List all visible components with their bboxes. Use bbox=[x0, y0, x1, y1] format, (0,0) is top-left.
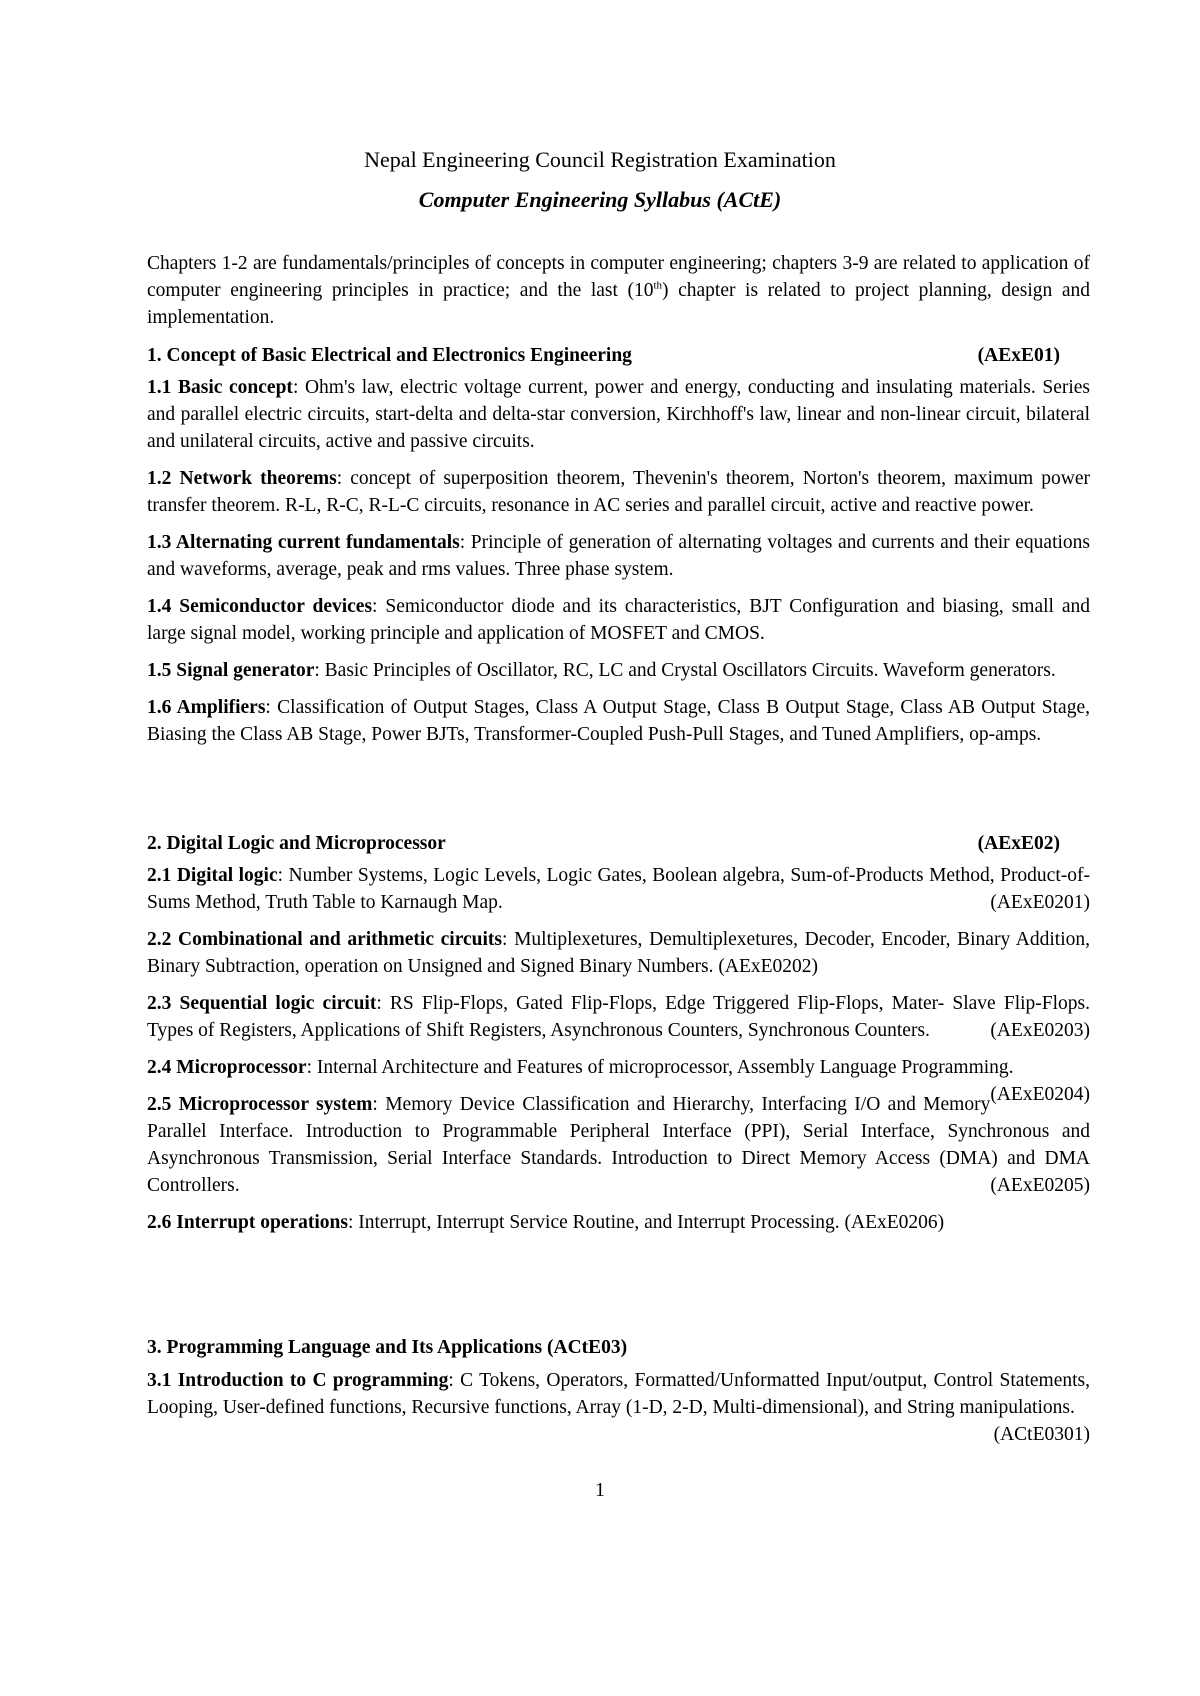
section-code: (AExE0204) bbox=[990, 1084, 1090, 1105]
intro-superscript: th bbox=[653, 279, 663, 292]
section-text: : Classification of Output Stages, Class A Output Stage, Class B Output Stage, Class AB Output Stage, Biasing the Class AB Stage, Power BJTs, Transformer-Coupled Push-Pull Stages, and Tuned Amplifiers, op-amps. bbox=[147, 697, 1090, 745]
chapter-title: 3. Programming Language and Its Applications (ACtE03) bbox=[147, 1337, 628, 1358]
section-lead: 2.2 Combinational and arithmetic circuits bbox=[147, 929, 503, 950]
section-code: (AExE0205) bbox=[990, 1175, 1090, 1196]
section-text: : RS Flip-Flops, Gated Flip-Flops, Edge Triggered Flip-Flops, Mater- Slave Flip-Flops. Types of Registers, Applications of Shift Registers, Asynchronous Counters, Synchronous Counters. bbox=[147, 993, 1090, 1041]
section-lead: 2.5 Microprocessor system bbox=[147, 1094, 373, 1115]
section-lead: 1.2 Network theorems bbox=[147, 468, 337, 489]
section-text: : Number Systems, Logic Levels, Logic Gates, Boolean algebra, Sum-of-Products Method, Product-of-Sums Method, Truth Table to Karnaugh Map. bbox=[147, 865, 1090, 913]
intro-text-part1: Chapters 1-2 are fundamentals/principles of concepts in computer engineering; chapters 3-9 are related to application of computer engineering principles in practice; and the last (10 bbox=[147, 253, 1090, 301]
section-1-2 bbox=[147, 465, 1090, 519]
section-1-4 bbox=[147, 593, 1090, 647]
section-code: (AExE0201) bbox=[990, 892, 1090, 913]
section-code: (AExE0202) bbox=[718, 956, 819, 977]
section-1-1 bbox=[147, 374, 1090, 455]
section-3-1 bbox=[147, 1367, 1090, 1445]
section-text: : Basic Principles of Oscillator, RC, LC and Crystal Oscillators Circuits. Waveform generators. bbox=[314, 660, 1056, 681]
section-text: : Memory Device Classification and Hierarchy, Interfacing I/O and Memory Parallel Interface. Introduction to Programmable Peripheral Interface (PPI), Serial Interface, Synchronous and Asynchronous Transmission, Serial Interface Standards. Introduction to Direct Memory Access (DMA) and DMA Controllers. bbox=[147, 1094, 1090, 1196]
section-lead: 1.6 Amplifiers bbox=[147, 697, 266, 718]
section-code: (AExE0203) bbox=[990, 1020, 1090, 1041]
section-1-3 bbox=[147, 529, 1090, 583]
section-2-1 bbox=[147, 862, 1090, 916]
chapter-title: 1. Concept of Basic Electrical and Electronics Engineering bbox=[147, 345, 632, 366]
intro-text-part2: ) chapter is related to project planning, design and implementation. bbox=[147, 280, 1090, 328]
section-1-5 bbox=[147, 657, 1090, 684]
chapter-3-sections bbox=[147, 1367, 1090, 1448]
section-lead: 2.1 Digital logic bbox=[147, 865, 278, 886]
section-2-3 bbox=[147, 990, 1090, 1044]
chapter-code: (AExE02) bbox=[977, 833, 1060, 854]
chapter-1-sections bbox=[147, 374, 1090, 748]
section-lead: 1.4 Semiconductor devices bbox=[147, 596, 373, 617]
section-code: (AExE0206) bbox=[844, 1212, 945, 1233]
section-1-6 bbox=[147, 694, 1090, 748]
section-lead: 3.1 Introduction to C programming bbox=[147, 1370, 449, 1391]
section-lead: 2.6 Interrupt operations bbox=[147, 1212, 348, 1233]
section-lead: 2.3 Sequential logic circuit bbox=[147, 993, 377, 1014]
section-lead: 2.4 Microprocessor bbox=[147, 1057, 307, 1078]
chapter-3-heading bbox=[147, 1334, 1090, 1361]
chapter-title: 2. Digital Logic and Microprocessor bbox=[147, 833, 446, 854]
section-text: : concept of superposition theorem, Thevenin's theorem, Norton's theorem, maximum power transfer theorem. R-L, R-C, R-L-C circuits, resonance in AC series and parallel circuit, active and reactive power. bbox=[147, 468, 1090, 516]
section-2-2 bbox=[147, 926, 1090, 980]
chapter-2-heading bbox=[147, 830, 1090, 857]
section-text: : Multiplexetures, Demultiplexetures, Decoder, Encoder, Binary Addition, Binary Subtraction, operation on Unsigned and Signed Binary Numbers. bbox=[147, 929, 1090, 977]
page-number: 1 bbox=[595, 1479, 605, 1501]
section-text: : Semiconductor diode and its characteristics, BJT Configuration and biasing, small and large signal model, working principle and application of MOSFET and CMOS. bbox=[147, 596, 1090, 644]
section-2-5 bbox=[147, 1091, 1090, 1199]
section-text: : Principle of generation of alternating voltages and currents and their equations and waveforms, average, peak and rms values. Three phase system. bbox=[147, 532, 1091, 580]
section-text: : Ohm's law, electric voltage current, power and energy, conducting and insulating materials. Series and parallel electric circuits, start-delta and delta-star conversion, Kirchhoff's law, linear and non-linear circuit, bilateral and unilateral circuits, active and passive circuits. bbox=[147, 377, 1090, 452]
chapter-1-heading bbox=[147, 342, 1090, 369]
document-subtitle: Computer Engineering Syllabus (ACtE) bbox=[418, 187, 782, 212]
section-lead: 1.3 Alternating current fundamentals bbox=[147, 532, 460, 553]
document-title: Nepal Engineering Council Registration Examination bbox=[364, 147, 836, 172]
chapter-2-sections bbox=[147, 862, 1090, 1236]
intro-paragraph bbox=[147, 250, 1090, 331]
section-2-6 bbox=[147, 1209, 1090, 1236]
section-text: : Interrupt, Interrupt Service Routine, and Interrupt Processing. bbox=[347, 1212, 840, 1233]
section-code: (ACtE0301) bbox=[993, 1424, 1090, 1445]
section-text: : Internal Architecture and Features of microprocessor, Assembly Language Programming. bbox=[306, 1057, 1014, 1078]
section-lead: 1.5 Signal generator bbox=[147, 660, 315, 681]
section-lead: 1.1 Basic concept bbox=[147, 377, 293, 398]
chapter-code: (AExE01) bbox=[977, 345, 1060, 366]
section-text: : C Tokens, Operators, Formatted/Unformatted Input/output, Control Statements, Looping, User-defined functions, Recursive functions, Array (1-D, 2-D, Multi-dimensional), and String manipulations. bbox=[147, 1370, 1090, 1418]
